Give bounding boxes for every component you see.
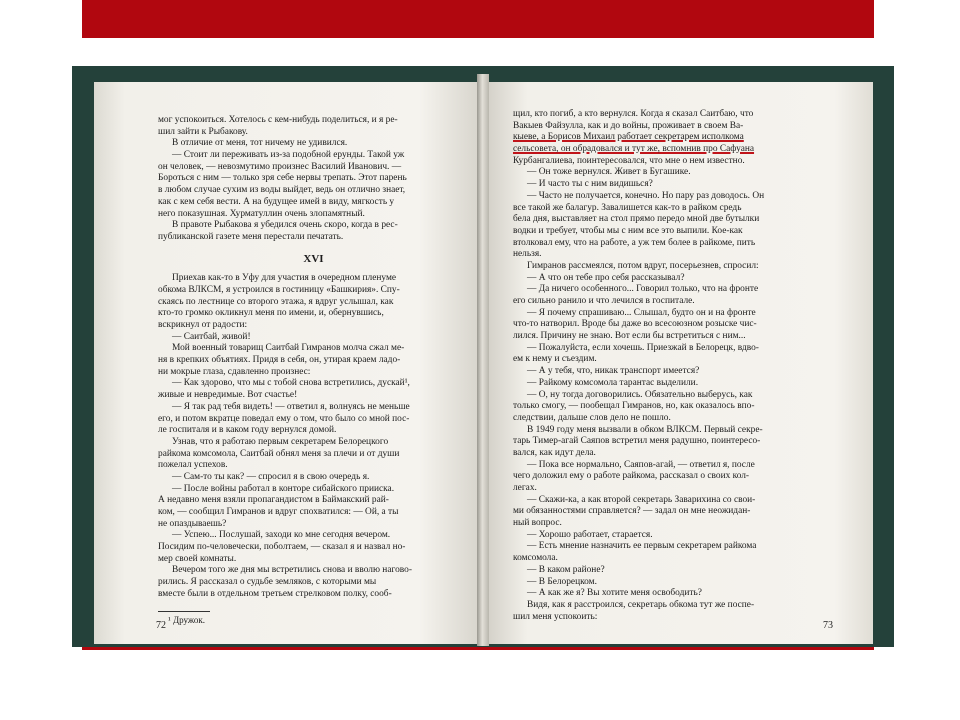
book-gutter [477, 74, 489, 646]
text-line: Вакыев Файзулла, как и до войны, проживает в своем Ва- [513, 120, 744, 131]
text-line: — Сам-то ты как? — спросил я в свою очередь я. [172, 471, 370, 482]
text-line: Вечером того же дня мы встретились снова и вволю нагово- [172, 565, 412, 576]
text-line: втолковал ему, что на работе, а уж тем более в райкоме, пить [513, 237, 756, 248]
text-line: бела дня, выставляет на стол прямо передо мной две бутылки [513, 214, 760, 225]
text-line: нельзя. [513, 249, 542, 260]
text-line: В 1949 году меня вызвали в обком ВЛКСМ. Первый секре- [527, 424, 763, 435]
text-line: — Я так рад тебя видеть! — ответил я, волнуясь не меньше [172, 401, 410, 412]
text-line: мер своей комнаты. [158, 553, 237, 564]
text-line: его, и потом вкратце поведал ему о том, что было со мной пос- [158, 413, 410, 424]
footnote-rule [158, 611, 210, 612]
text-line: — В Белорецком. [527, 576, 597, 587]
text-line: — А у тебя, что, никак транспорт имеется? [527, 366, 700, 377]
text-line: — И часто ты с ним видишься? [527, 179, 653, 190]
text-line: райкома комсомола, Саитбай обнял меня за плечи и от души [158, 448, 400, 459]
text-line: рились. Я рассказал о судьбе земляков, с которыми мы [158, 577, 377, 588]
text-line: легах. [513, 483, 537, 493]
bottom-rule [82, 647, 874, 650]
text-line: шил зайти к Рыбакову. [158, 126, 248, 137]
text-line: — Как здорово, что мы с тобой снова встретились, дускай¹, [172, 378, 410, 389]
text-line: пожелал успехов. [158, 460, 228, 471]
text-line: — Саитбай, живой! [172, 331, 251, 342]
text-line: — Успею... Послушай, заходи ко мне сегодня вечером. [172, 530, 391, 541]
text-line: ный вопрос. [513, 518, 562, 529]
text-line: — Райкому комсомола тарантас выделили. [527, 377, 699, 388]
chapter-heading: XVI [303, 252, 324, 265]
text-line: обкома ВЛКСМ, я устроился в гостиницу «Башкирия». Спу- [158, 284, 400, 295]
text-line: — Скажи-ка, а как второй секретарь Заварихина со свои- [527, 494, 756, 505]
text-line: публиканской газете меня перестали печатать. [158, 231, 344, 242]
text-line: все такой же балагур. Завалишется как-то в райком средь [513, 202, 742, 213]
text-line: щил, кто погиб, а кто вернулся. Когда я сказал Саитбаю, что [513, 109, 754, 119]
text-line: В правоте Рыбакова я убедился очень скоро, когда в рес- [172, 220, 398, 231]
text-line: вместе были в отдельном третьем стрелковом полку, сооб- [158, 588, 392, 599]
text-line: — Есть мнение назначить ее первым секретарем райкома [527, 541, 757, 552]
text-line: сельсовета, он обрадовался и тут же, вспомнив про Сафуана [513, 144, 755, 155]
text-line: скаясь по лестнице со второго этажа, я вдруг услышал, как [158, 296, 394, 307]
text-line: чего доложил ему о работе райкома, рассказал о своих кол- [513, 471, 750, 482]
text-line: вался, как идут дела. [513, 447, 596, 458]
text-line: Мой военный товарищ Саитбай Гимранов молча сжал ме- [172, 343, 405, 354]
text-line: — О, ну тогда договорились. Обязательно выберусь, как [527, 389, 753, 400]
text-line: Посидим по-человечески, поболтаем, — сказал я и назвал но- [158, 542, 406, 553]
text-line: тарь Тимер-агай Саяпов встретил меня радушно, поинтересо- [513, 436, 761, 447]
left-text-block-1 [158, 115, 469, 244]
text-line: — Часто не получается, конечно. Но пару раз доводось. Он [527, 190, 765, 201]
text-line: Бороться с ним — только зря себе нервы трепать. Этот парень [158, 173, 407, 184]
right-text-block [513, 109, 827, 623]
text-line: ем к нему и съездим. [513, 354, 597, 365]
text-line: — Пока все нормально, Саяпов-агай, — ответил я, после [527, 459, 755, 470]
footnote: ¹ Дружок. [168, 614, 205, 625]
right-page [489, 82, 873, 644]
text-line: — Я почему спрашиваю... Слышал, будто он и на фронте [527, 307, 756, 318]
left-page [94, 82, 477, 644]
text-line: что-то натворил. Вроде бы даже во всесоюзном розыске чис- [513, 319, 757, 330]
text-line: не опаздываешь? [158, 518, 227, 529]
text-line: Видя, как я расстроился, секретарь обкома тут же поспе- [527, 599, 755, 610]
text-line: мог успокоиться. Хотелось с кем-нибудь поделиться, и я ре- [158, 115, 398, 125]
page-number-right: 73 [823, 620, 833, 632]
left-text-block-2 [158, 273, 469, 600]
text-line: вскрикнул от радости: [158, 320, 248, 331]
text-line: кыеве, а Борисов Михаил работает секретарем исполкома [513, 132, 744, 143]
text-line: — Он тоже вернулся. Живет в Бугашике. [527, 167, 691, 178]
text-line: Приехав как-то в Уфу для участия в очередном пленуме [172, 273, 397, 284]
text-line: — В каком районе? [527, 564, 605, 575]
text-line: Узнав, что я работаю первым секретарем Белорецкого [172, 436, 389, 447]
text-line: кто-то громко окликнул меня по имени, и, обернувшись, [158, 308, 384, 319]
text-line: В отличие от меня, тот ничему не удивился. [172, 138, 348, 149]
text-line: Курбангалиева, поинтересовался, что мне о нем известно. [513, 155, 745, 166]
text-line: Гимранов рассмеялся, потом вдруг, посерьезнев, спросил: [527, 260, 759, 271]
text-line: ми обязанностями справляется? — задал он мне неожидан- [513, 506, 751, 517]
text-line: ни мокрые глаза, сдавленно произнес: [158, 366, 311, 377]
text-line: он человек, — невозмутимо произнес Василий Иванович. — [158, 161, 402, 172]
text-line: комсомола. [513, 553, 558, 564]
text-line: — Хорошо работает, старается. [527, 529, 653, 540]
text-line: ня в крепких объятиях. Придя в себя, он, утирая краем ладо- [158, 355, 401, 366]
text-line: — Пожалуйста, если хочешь. Приезжай в Белорецк, вдво- [527, 342, 759, 353]
text-line: ком, — сообщил Гимранов и вдруг спохватился: — Ой, а ты [158, 507, 399, 518]
text-line: водки и требует, чтобы мы с ним все это выпили. Кое-как [513, 225, 743, 236]
text-line: как с кем себя вести. А на будущее имей в виду, мягкость у [158, 196, 395, 207]
text-line: только смогу, — пообещал Гимранов, но, как оказалось впо- [513, 401, 755, 412]
text-line: — Да ничего особенного... Говорил только, что на фронте [527, 284, 759, 295]
text-line: него показушная. Хурматуллин очень злопамятный. [158, 208, 365, 219]
text-line: в любом случае сухим из воды выйдет, ведь он отлично знает, [158, 185, 406, 196]
text-line: — После войны работал в конторе сибайского прииска. [172, 483, 395, 494]
text-line: шил меня успокоить: [513, 611, 598, 622]
text-line: — А как же я? Вы хотите меня освободить? [527, 588, 702, 599]
text-line: живые и невредимые. Вот счастье! [158, 390, 298, 401]
text-line: А недавно меня взяли пропагандистом в Баймакский рай- [158, 495, 389, 506]
text-line: — Стоит ли переживать из-за подобной ерунды. Такой уж [172, 150, 405, 161]
top-banner [82, 0, 874, 38]
text-line: — А что он тебе про себя рассказывал? [527, 272, 685, 283]
text-line: лился. Причину не знаю. Вот если бы встретиться с ним... [513, 331, 746, 342]
text-line: следствии, дальше слов дело не пошло. [513, 412, 671, 423]
page-number-left: 72 [156, 620, 166, 632]
text-line: его сильно ранило и что лечился в госпитале. [513, 296, 695, 306]
text-line: ле госпиталя и в каком году вернулся домой. [158, 425, 337, 436]
